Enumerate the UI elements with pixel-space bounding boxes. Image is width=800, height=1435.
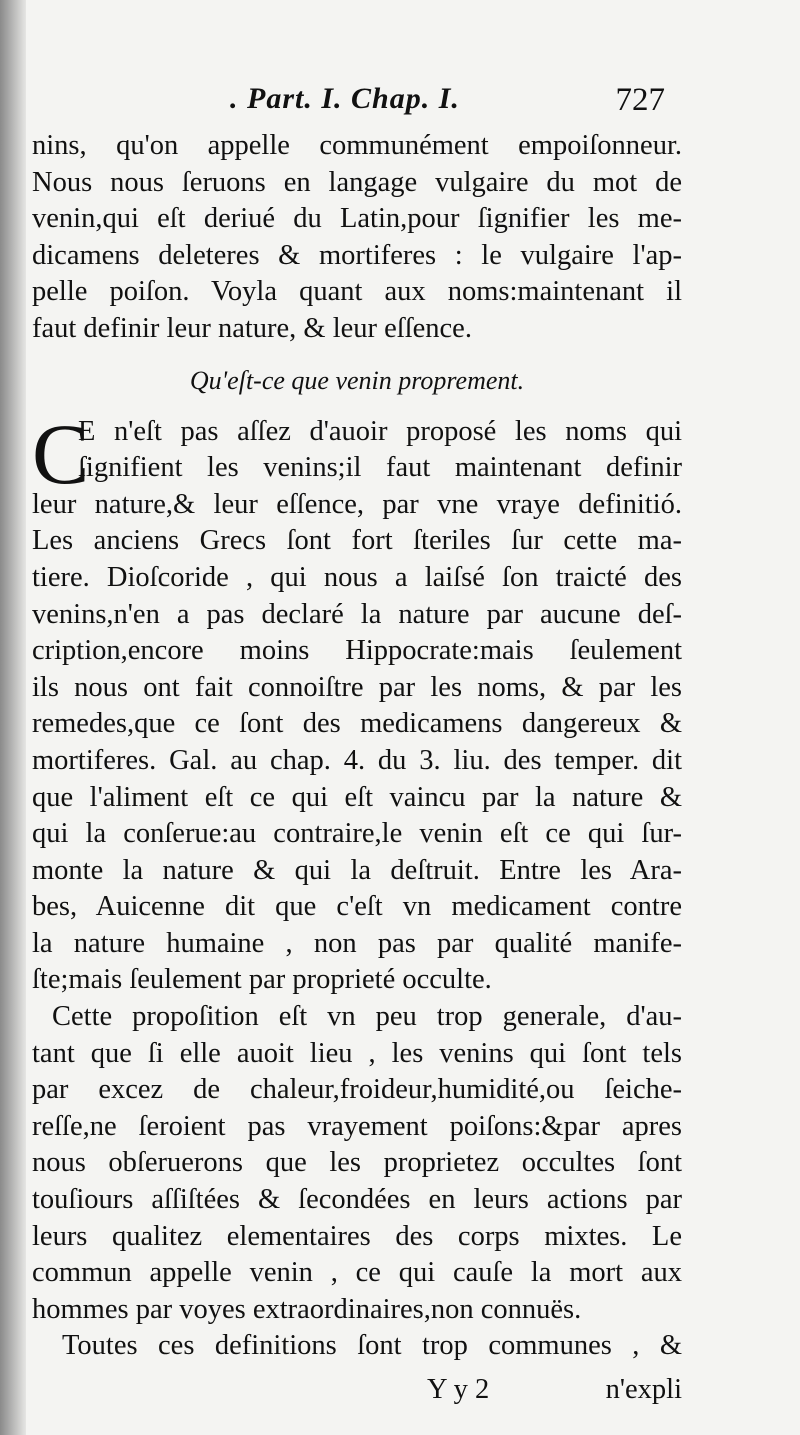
- text-line: par excez de chaleur,froideur,humidité,ou ſeiche-: [32, 1074, 682, 1106]
- text-line: ſignifient les venins;il faut maintenant definir: [78, 452, 682, 484]
- page-header: [0, 82, 800, 132]
- text-line: qui la conſerue:au contraire,le venin eſt ce qui ſur-: [32, 818, 682, 850]
- text-line: nous obſeruerons que les proprietez occultes ſont: [32, 1147, 682, 1179]
- text-line: Les anciens Grecs ſont fort ſteriles ſur cette ma-: [32, 525, 682, 557]
- text-line: la nature humaine , non pas par qualité manife-: [32, 927, 682, 959]
- text-line: Toutes ces definitions ſont trop communes , &: [62, 1330, 682, 1362]
- text-line: pelle poiſon. Voyla quant aux noms:maintenant il: [32, 276, 682, 308]
- signature-mark: Y y 2: [427, 1374, 490, 1405]
- text-line: cription,encore moins Hippocrate:mais ſeulement: [32, 635, 682, 667]
- text-line: commun appelle venin , ce qui cauſe la mort aux: [32, 1257, 682, 1289]
- text-line: bes, Auicenne dit que c'eſt vn medicament contre: [32, 891, 682, 923]
- text-line: dicamens deleteres & mortiferes : le vulgaire l'ap-: [32, 239, 682, 271]
- text-line: monte la nature & qui la deſtruit. Entre les Ara-: [32, 854, 682, 886]
- text-line: que l'aliment eſt ce qui eſt vaincu par la nature &: [32, 781, 682, 813]
- text-line: Cette propoſition eſt vn peu trop generale, d'au-: [52, 1001, 682, 1033]
- text-line: touſiours aſſiſtées & ſecondées en leurs actions par: [32, 1184, 682, 1216]
- text-line: venin,qui eſt deriué du Latin,pour ſignifier les me-: [32, 203, 682, 235]
- text-line: E n'eſt pas aſſez d'auoir proposé les noms qui: [78, 415, 682, 447]
- text-line: Nous nous ſeruons en langage vulgaire du mot de: [32, 166, 682, 198]
- paragraph-with-dropcap: [32, 405, 682, 1000]
- catchword: n'expli: [605, 1374, 682, 1405]
- section-heading: Qu'eſt-ce que venin proprement.: [189, 365, 525, 395]
- drop-cap: C: [32, 405, 90, 502]
- text-line: faut definir leur nature, & leur eſſence.: [32, 312, 472, 344]
- text-line: hommes par voyes extraordinaires,non connuës.: [32, 1293, 582, 1325]
- gutter-shadow: [0, 0, 26, 1435]
- text-line: mortiferes. Gal. au chap. 4. du 3. liu. des temper. dit: [32, 744, 682, 776]
- text-line: tant que ſi elle auoit lieu , les venins qui ſont tels: [32, 1037, 682, 1069]
- text-line: remedes,que ce ſont des medicamens dangereux &: [32, 708, 682, 740]
- running-head: . Part. I. Chap. I.: [230, 82, 460, 115]
- body-text: [32, 128, 682, 1365]
- text-line: leur nature,& leur eſſence, par vne vraye definitió.: [32, 488, 682, 520]
- page-footer: [32, 1374, 682, 1414]
- page-number: 727: [615, 82, 665, 118]
- text-line: reſſe,ne ſeroient pas vrayement poiſons:&par apres: [32, 1110, 682, 1142]
- text-line: nins, qu'on appelle communément empoiſonneur.: [32, 130, 682, 161]
- text-line: ils nous ont fait connoiſtre par les noms, & par les: [32, 671, 682, 703]
- text-line: ſte;mais ſeulement par proprieté occulte.: [32, 964, 492, 996]
- text-line: leurs qualitez elementaires des corps mixtes. Le: [32, 1220, 682, 1252]
- text-line: venins,n'en a pas declaré la nature par aucune deſ-: [32, 598, 682, 630]
- text-line: tiere. Dioſcoride , qui nous a laiſsé ſon traicté des: [32, 561, 682, 593]
